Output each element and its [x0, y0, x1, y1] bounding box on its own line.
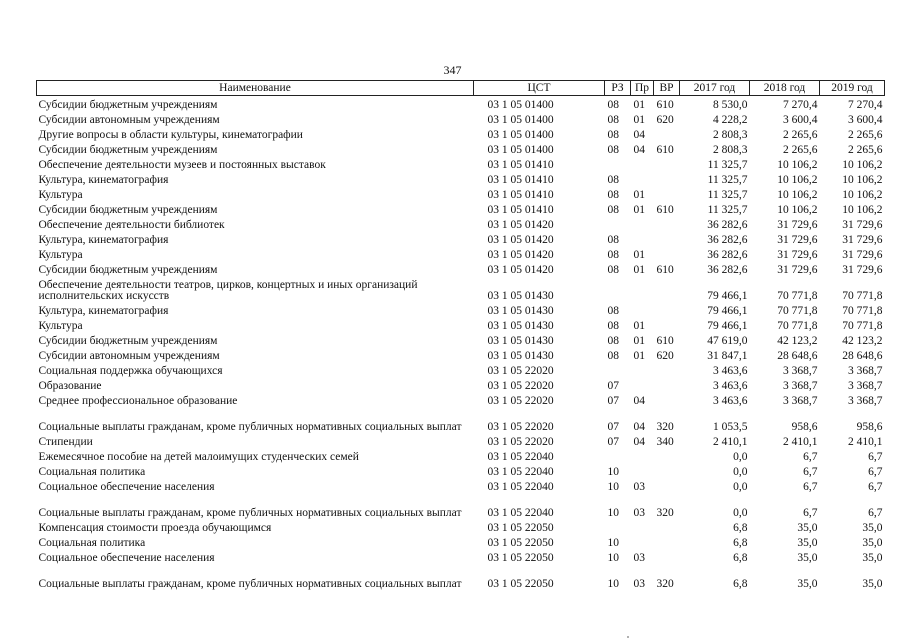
row-rz	[605, 362, 631, 377]
row-vr	[654, 246, 680, 261]
row-vr: 610	[656, 264, 674, 276]
row-name: Социальные выплаты гражданам, кроме публичных нормативных социальных выплат	[38, 507, 462, 519]
row-value-2018: 6,7	[803, 451, 818, 463]
row-vr: 340	[656, 436, 674, 448]
row-rz: 08	[607, 320, 619, 332]
row-value-2017: 2 808,3	[713, 129, 748, 141]
table-row	[37, 302, 885, 317]
row-value-2017: 1 053,5	[713, 421, 748, 433]
row-pr: 01	[633, 350, 645, 362]
row-value-2017: 6,8	[733, 522, 748, 534]
row-value-2017: 8 530,0	[713, 99, 748, 111]
row-cst: 03 1 05 01430	[487, 350, 554, 362]
row-rz	[605, 448, 631, 463]
row-value-2019: 70 771,8	[842, 305, 883, 317]
row-pr	[631, 377, 654, 392]
row-vr	[654, 463, 680, 478]
row-rz: 07	[607, 421, 619, 433]
row-name: Компенсация стоимости проезда обучающимся	[38, 522, 272, 534]
row-value-2019: 7 270,4	[848, 99, 883, 111]
table-row	[37, 519, 885, 534]
row-name: Субсидии бюджетным учреждениям	[38, 144, 218, 156]
row-name: Среднее профессиональное образование	[38, 395, 238, 407]
row-vr: 320	[656, 507, 674, 519]
row-name: Культура, кинематография	[38, 174, 169, 186]
row-rz: 08	[607, 144, 619, 156]
row-value-2017: 0,0	[733, 507, 748, 519]
row-value-2019: 35,0	[862, 522, 883, 534]
header-2018: 2018 год	[750, 81, 820, 96]
row-vr	[654, 171, 680, 186]
row-pr: 01	[633, 204, 645, 216]
row-value-2019: 10 106,2	[842, 159, 883, 171]
row-cst: 03 1 05 01420	[487, 264, 554, 276]
table-row	[37, 216, 885, 231]
row-rz: 08	[607, 129, 619, 141]
table-row	[37, 377, 885, 392]
row-value-2018: 7 270,4	[783, 99, 818, 111]
row-name: Субсидии бюджетным учреждениям	[38, 335, 218, 347]
table-row	[37, 141, 885, 156]
table-row	[37, 347, 885, 362]
row-value-2019: 28 648,6	[842, 350, 883, 362]
row-pr	[631, 156, 654, 171]
row-rz: 08	[607, 234, 619, 246]
row-value-2017: 47 619,0	[707, 335, 748, 347]
row-value-2019: 3 368,7	[848, 380, 883, 392]
row-cst: 03 1 05 22020	[487, 395, 554, 407]
row-cst: 03 1 05 22040	[487, 451, 554, 463]
row-pr	[631, 362, 654, 377]
row-name: Культура	[38, 320, 83, 332]
row-name: Образование	[38, 380, 102, 392]
row-value-2019: 10 106,2	[842, 189, 883, 201]
row-name: Обеспечение деятельности библиотек	[38, 219, 225, 231]
header-2017: 2017 год	[680, 81, 750, 96]
row-name: Субсидии бюджетным учреждениям	[38, 204, 218, 216]
row-name: Социальное обеспечение населения	[38, 481, 215, 493]
row-value-2019: 31 729,6	[842, 249, 883, 261]
row-value-2018: 70 771,8	[777, 320, 818, 332]
row-rz: 10	[607, 552, 619, 564]
row-value-2019: 70 771,8	[842, 290, 883, 302]
row-value-2017: 2 410,1	[713, 436, 748, 448]
row-value-2019: 3 368,7	[848, 395, 883, 407]
row-value-2017: 36 282,6	[707, 249, 748, 261]
row-rz: 10	[607, 537, 619, 549]
row-vr	[654, 478, 680, 493]
row-name: Культура	[38, 249, 83, 261]
row-cst: 03 1 05 22040	[487, 507, 554, 519]
table-row	[37, 433, 885, 448]
row-vr	[654, 362, 680, 377]
row-value-2018: 35,0	[797, 552, 818, 564]
row-value-2019: 35,0	[862, 552, 883, 564]
row-rz: 08	[607, 249, 619, 261]
page-number: 347	[443, 63, 462, 77]
table-row	[37, 126, 885, 141]
row-value-2017: 6,8	[733, 537, 748, 549]
header-2019: 2019 год	[820, 81, 885, 96]
row-rz: 07	[607, 395, 619, 407]
header-rz: РЗ	[605, 81, 631, 96]
table-row	[37, 407, 885, 433]
row-value-2018: 3 368,7	[783, 365, 818, 377]
row-name: Субсидии автономным учреждениям	[38, 114, 220, 126]
row-rz: 08	[607, 335, 619, 347]
header-name: Наименование	[37, 81, 474, 96]
row-value-2018: 10 106,2	[777, 189, 818, 201]
row-cst: 03 1 05 22050	[487, 537, 554, 549]
row-pr: 01	[633, 264, 645, 276]
row-value-2017: 0,0	[733, 481, 748, 493]
table-row	[37, 96, 885, 112]
row-value-2019: 35,0	[862, 537, 883, 549]
row-vr	[654, 549, 680, 564]
row-value-2017: 2 808,3	[713, 144, 748, 156]
row-name: Субсидии автономным учреждениям	[38, 350, 220, 362]
row-name: Субсидии бюджетным учреждениям	[38, 99, 218, 111]
row-pr: 04	[633, 421, 645, 433]
row-vr: 610	[656, 144, 674, 156]
row-value-2018: 3 368,7	[783, 380, 818, 392]
row-value-2019: 3 368,7	[848, 365, 883, 377]
row-value-2019: 35,0	[862, 578, 883, 590]
row-value-2018: 35,0	[797, 522, 818, 534]
row-value-2017: 6,8	[733, 552, 748, 564]
row-pr: 04	[633, 395, 645, 407]
row-vr	[654, 392, 680, 407]
row-value-2018: 35,0	[797, 578, 818, 590]
row-name: Другие вопросы в области культуры, кинематографии	[38, 129, 303, 141]
row-value-2019: 6,7	[868, 481, 883, 493]
row-pr: 01	[633, 335, 645, 347]
row-value-2018: 35,0	[797, 537, 818, 549]
row-value-2018: 2 265,6	[783, 144, 818, 156]
row-pr: 01	[633, 114, 645, 126]
row-vr: 610	[656, 204, 674, 216]
row-rz: 08	[607, 99, 619, 111]
table-row	[37, 231, 885, 246]
row-cst: 03 1 05 01420	[487, 249, 554, 261]
table-row	[37, 246, 885, 261]
table-row	[37, 392, 885, 407]
row-pr	[631, 448, 654, 463]
row-value-2018: 28 648,6	[777, 350, 818, 362]
row-cst: 03 1 05 22050	[487, 552, 554, 564]
table-row	[37, 564, 885, 590]
row-value-2017: 79 466,1	[707, 290, 748, 302]
row-value-2017: 11 325,7	[707, 204, 748, 216]
row-value-2018: 6,7	[803, 507, 818, 519]
row-cst: 03 1 05 01410	[487, 204, 554, 216]
row-pr	[631, 171, 654, 186]
row-rz: 10	[607, 578, 619, 590]
row-rz	[605, 519, 631, 534]
row-rz	[605, 156, 631, 171]
row-vr	[654, 377, 680, 392]
table-row	[37, 171, 885, 186]
row-rz: 08	[607, 264, 619, 276]
row-vr: 620	[656, 114, 674, 126]
row-pr: 01	[633, 249, 645, 261]
row-vr	[654, 302, 680, 317]
row-cst: 03 1 05 01400	[487, 129, 554, 141]
row-value-2019: 958,6	[856, 421, 883, 433]
row-value-2018: 31 729,6	[777, 249, 818, 261]
row-cst: 03 1 05 01430	[487, 305, 554, 317]
row-name: Культура	[38, 189, 83, 201]
row-value-2018: 3 600,4	[783, 114, 818, 126]
row-value-2018: 6,7	[803, 481, 818, 493]
row-vr	[654, 448, 680, 463]
row-cst: 03 1 05 01410	[487, 159, 554, 171]
table-row	[37, 201, 885, 216]
row-value-2017: 11 325,7	[707, 174, 748, 186]
row-value-2019: 3 600,4	[848, 114, 883, 126]
row-value-2017: 4 228,2	[713, 114, 748, 126]
row-value-2018: 70 771,8	[777, 305, 818, 317]
row-value-2018: 31 729,6	[777, 234, 818, 246]
row-value-2019: 70 771,8	[842, 320, 883, 332]
row-rz	[605, 216, 631, 231]
row-value-2017: 6,8	[733, 578, 748, 590]
row-value-2017: 3 463,6	[713, 395, 748, 407]
row-value-2019: 6,7	[868, 451, 883, 463]
row-value-2018: 10 106,2	[777, 204, 818, 216]
row-value-2017: 11 325,7	[707, 159, 748, 171]
row-vr	[654, 126, 680, 141]
row-pr: 03	[633, 507, 645, 519]
row-value-2018: 958,6	[791, 421, 818, 433]
table-row	[37, 276, 885, 302]
row-vr	[654, 216, 680, 231]
row-value-2019: 31 729,6	[842, 234, 883, 246]
row-cst: 03 1 05 01420	[487, 234, 554, 246]
row-cst: 03 1 05 01430	[487, 320, 554, 332]
table-body	[37, 96, 885, 591]
row-value-2018: 3 368,7	[783, 395, 818, 407]
row-rz: 08	[607, 174, 619, 186]
row-pr: 01	[633, 189, 645, 201]
row-value-2019: 2 265,6	[848, 129, 883, 141]
row-rz: 07	[607, 380, 619, 392]
table-row	[37, 317, 885, 332]
row-rz: 10	[607, 466, 619, 478]
row-value-2018: 31 729,6	[777, 219, 818, 231]
row-value-2018: 31 729,6	[777, 264, 818, 276]
row-name: Обеспечение деятельности музеев и постоянных выставок	[38, 159, 326, 171]
table-row	[37, 156, 885, 171]
row-value-2018: 70 771,8	[777, 290, 818, 302]
row-cst: 03 1 05 22050	[487, 578, 554, 590]
row-pr	[631, 216, 654, 231]
row-name: Культура, кинематография	[38, 305, 169, 317]
row-vr: 320	[656, 578, 674, 590]
row-cst: 03 1 05 22050	[487, 522, 554, 534]
row-value-2017: 36 282,6	[707, 234, 748, 246]
table-row	[37, 186, 885, 201]
header-pr: Пр	[631, 81, 654, 96]
row-cst: 03 1 05 01420	[487, 219, 554, 231]
row-value-2018: 10 106,2	[777, 174, 818, 186]
row-value-2019: 2 410,1	[848, 436, 883, 448]
row-pr	[631, 276, 654, 302]
row-name: Субсидии бюджетным учреждениям	[38, 264, 218, 276]
row-cst: 03 1 05 22020	[487, 421, 554, 433]
row-pr: 03	[633, 578, 645, 590]
row-pr: 04	[633, 144, 645, 156]
row-cst: 03 1 05 22020	[487, 436, 554, 448]
row-name: Культура, кинематография	[38, 234, 169, 246]
row-vr: 610	[656, 335, 674, 347]
row-rz: 08	[607, 350, 619, 362]
row-vr	[654, 534, 680, 549]
row-value-2018: 42 123,2	[777, 335, 818, 347]
row-value-2018: 10 106,2	[777, 159, 818, 171]
row-pr	[631, 302, 654, 317]
row-value-2018: 2 410,1	[783, 436, 818, 448]
row-value-2017: 79 466,1	[707, 305, 748, 317]
row-value-2018: 2 265,6	[783, 129, 818, 141]
row-value-2017: 0,0	[733, 451, 748, 463]
row-pr: 04	[633, 436, 645, 448]
row-value-2017: 31 847,1	[707, 350, 748, 362]
row-value-2019: 6,7	[868, 507, 883, 519]
table-row	[37, 463, 885, 478]
row-vr	[654, 186, 680, 201]
row-value-2017: 36 282,6	[707, 264, 748, 276]
header-vr: ВР	[654, 81, 680, 96]
row-value-2017: 0,0	[733, 466, 748, 478]
row-name: Ежемесячное пособие на детей малоимущих студенческих семей	[38, 451, 359, 463]
row-value-2019: 10 106,2	[842, 204, 883, 216]
row-rz: 08	[607, 189, 619, 201]
row-value-2017: 3 463,6	[713, 380, 748, 392]
scan-mark	[627, 636, 629, 638]
row-cst: 03 1 05 01400	[487, 99, 554, 111]
row-pr	[631, 519, 654, 534]
row-value-2019: 31 729,6	[842, 264, 883, 276]
row-name: Социальные выплаты гражданам, кроме публичных нормативных социальных выплат	[38, 578, 462, 590]
row-cst: 03 1 05 22040	[487, 481, 554, 493]
row-cst: 03 1 05 01400	[487, 144, 554, 156]
row-pr	[631, 534, 654, 549]
row-value-2017: 3 463,6	[713, 365, 748, 377]
row-value-2018: 6,7	[803, 466, 818, 478]
row-value-2019: 42 123,2	[842, 335, 883, 347]
row-vr	[654, 317, 680, 332]
table-header-row	[37, 81, 885, 96]
table-row	[37, 332, 885, 347]
row-name: Стипендии	[38, 436, 93, 448]
row-vr	[654, 519, 680, 534]
row-name: Социальные выплаты гражданам, кроме публичных нормативных социальных выплат	[38, 421, 462, 433]
row-rz	[605, 276, 631, 302]
row-name: Обеспечение деятельности театров, цирков, концертных и иных организаций исполнительских искусств	[38, 279, 418, 302]
row-pr	[631, 231, 654, 246]
row-value-2019: 6,7	[868, 466, 883, 478]
table-row	[37, 261, 885, 276]
row-pr: 03	[633, 552, 645, 564]
table-row	[37, 362, 885, 377]
row-value-2019: 31 729,6	[842, 219, 883, 231]
header-cst: ЦСТ	[474, 81, 605, 96]
row-cst: 03 1 05 22040	[487, 466, 554, 478]
row-value-2017: 79 466,1	[707, 320, 748, 332]
row-rz: 10	[607, 507, 619, 519]
row-name: Социальное обеспечение населения	[38, 552, 215, 564]
table-row	[37, 549, 885, 564]
budget-table	[36, 80, 885, 590]
row-pr	[631, 463, 654, 478]
row-pr: 04	[633, 129, 645, 141]
row-cst: 03 1 05 01410	[487, 174, 554, 186]
row-value-2019: 10 106,2	[842, 174, 883, 186]
row-rz: 07	[607, 436, 619, 448]
row-vr	[654, 156, 680, 171]
row-vr: 320	[656, 421, 674, 433]
row-value-2017: 11 325,7	[707, 189, 748, 201]
table-row	[37, 111, 885, 126]
row-rz: 08	[607, 114, 619, 126]
row-name: Социальная политика	[38, 466, 146, 478]
row-rz: 10	[607, 481, 619, 493]
row-value-2017: 36 282,6	[707, 219, 748, 231]
row-vr: 610	[656, 99, 674, 111]
row-cst: 03 1 05 01430	[487, 290, 554, 302]
row-name: Социальная поддержка обучающихся	[38, 365, 223, 377]
row-cst: 03 1 05 01430	[487, 335, 554, 347]
row-cst: 03 1 05 22020	[487, 380, 554, 392]
table-row	[37, 448, 885, 463]
row-pr: 01	[633, 320, 645, 332]
row-vr	[654, 276, 680, 302]
row-pr: 03	[633, 481, 645, 493]
row-name: Социальная политика	[38, 537, 146, 549]
row-cst: 03 1 05 22020	[487, 365, 554, 377]
row-pr: 01	[633, 99, 645, 111]
row-rz: 08	[607, 305, 619, 317]
row-vr	[654, 231, 680, 246]
row-cst: 03 1 05 01410	[487, 189, 554, 201]
row-rz: 08	[607, 204, 619, 216]
row-vr: 620	[656, 350, 674, 362]
row-value-2019: 2 265,6	[848, 144, 883, 156]
table-row	[37, 493, 885, 519]
row-cst: 03 1 05 01400	[487, 114, 554, 126]
table-row	[37, 534, 885, 549]
table-row	[37, 478, 885, 493]
